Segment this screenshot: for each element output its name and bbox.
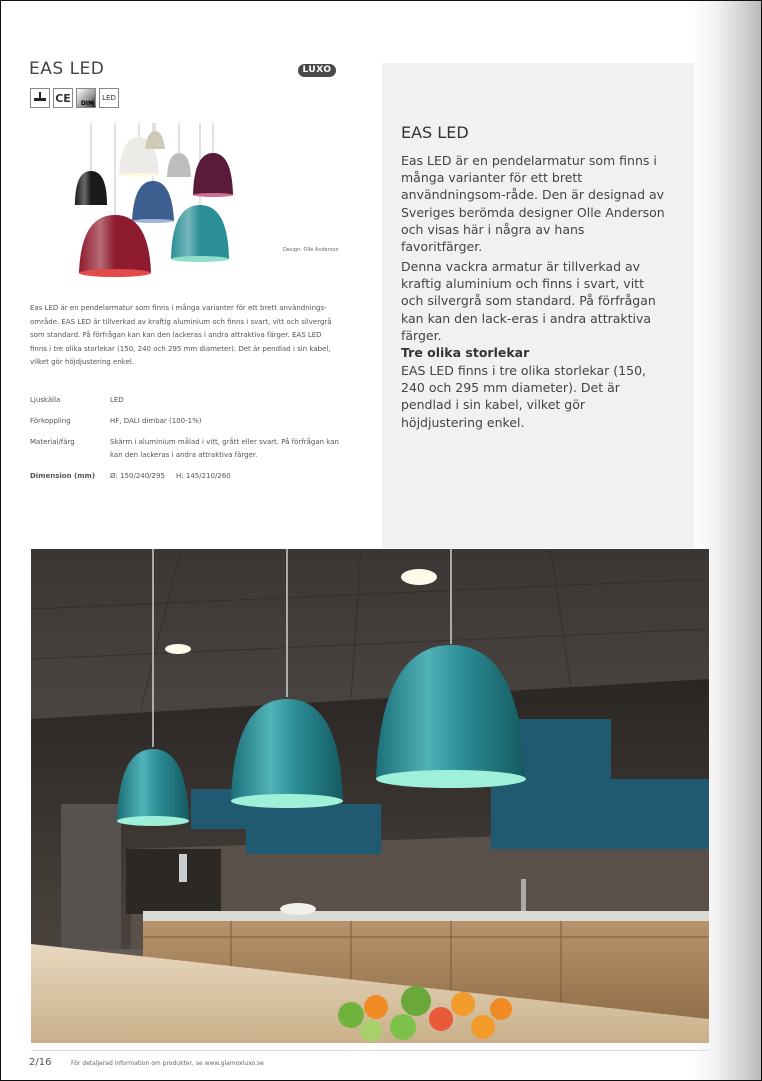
spec-row xyxy=(30,394,350,407)
pendant-icon xyxy=(30,88,50,108)
spec-value: HF, DALI dimbar (100-1%) xyxy=(110,417,202,425)
footer-note: För detaljerad information om produkter, se www.glamoxluxo.se xyxy=(71,1060,264,1067)
product-description: Eas LED är en pendelarmatur som finns i många varianter för ett brett användnings-område. EAS LED är tillverkad av kraftig aluminium och finns i svart, vitt och silvergrå som standard. På förfrågan kan kan den lackeras i andra attraktiva färger. EAS LED finns i tre olika storlekar (150, 240 och 295 mm diameter). Det är pendlad i sin kabel, vilket gör höjdjustering enkel. xyxy=(30,304,332,366)
spec-table xyxy=(30,394,350,491)
info-panel xyxy=(382,63,694,548)
panel-paragraph: EAS LED finns i tre olika storlekar (150, 240 och 295 mm diameter). Det är pendlad i sin kabel, vilket gör höjdjustering enkel. xyxy=(401,363,647,430)
product-title: EAS LED xyxy=(29,59,105,79)
panel-paragraph: Eas LED är en pendelarmatur som finns i många varianter för ett brett användningsom-råde. Den är designad av Sveriges berömda designer Olle Anderson och visas här i några av hans favoritfärger. xyxy=(401,153,665,255)
spec-row xyxy=(30,470,350,483)
design-credit: Design: Olle Anderson xyxy=(283,247,339,253)
spec-key: Ljuskälla xyxy=(30,396,61,404)
brand-logo: LUXO xyxy=(298,64,336,77)
feature-icons xyxy=(30,88,119,108)
panel-title: EAS LED xyxy=(401,123,469,142)
panel-subheading: Tre olika storlekar xyxy=(401,345,530,360)
product-image xyxy=(61,123,261,285)
spec-value: Ø: 150/240/295 H: 145/210/260 xyxy=(110,472,231,480)
spec-row xyxy=(30,415,350,428)
led-icon: LED xyxy=(99,88,119,108)
kitchen-photo xyxy=(31,549,709,1043)
panel-paragraph: Denna vackra armatur är tillverkad av kraftig aluminium och finns i svart, vitt och silvergrå som standard. På förfrågan kan kan den lack-eras i andra attraktiva färger. xyxy=(401,259,656,343)
dim-label: DIM xyxy=(80,100,94,107)
dim-icon xyxy=(76,88,96,108)
spec-value: LED xyxy=(110,396,124,404)
footer-divider xyxy=(31,1050,709,1051)
spec-key: Dimension (mm) xyxy=(30,472,96,480)
spec-row xyxy=(30,436,350,462)
ce-icon: CE xyxy=(53,88,73,108)
spec-key: Förkoppling xyxy=(30,417,71,425)
page-number: 2/16 xyxy=(29,1057,52,1068)
spec-value: Skärm i aluminium målad i vitt, grått eller svart. På förfrågan kan kan den lackeras i andra attraktiva färger. xyxy=(110,438,339,459)
spec-key: Material/färg xyxy=(30,438,75,446)
